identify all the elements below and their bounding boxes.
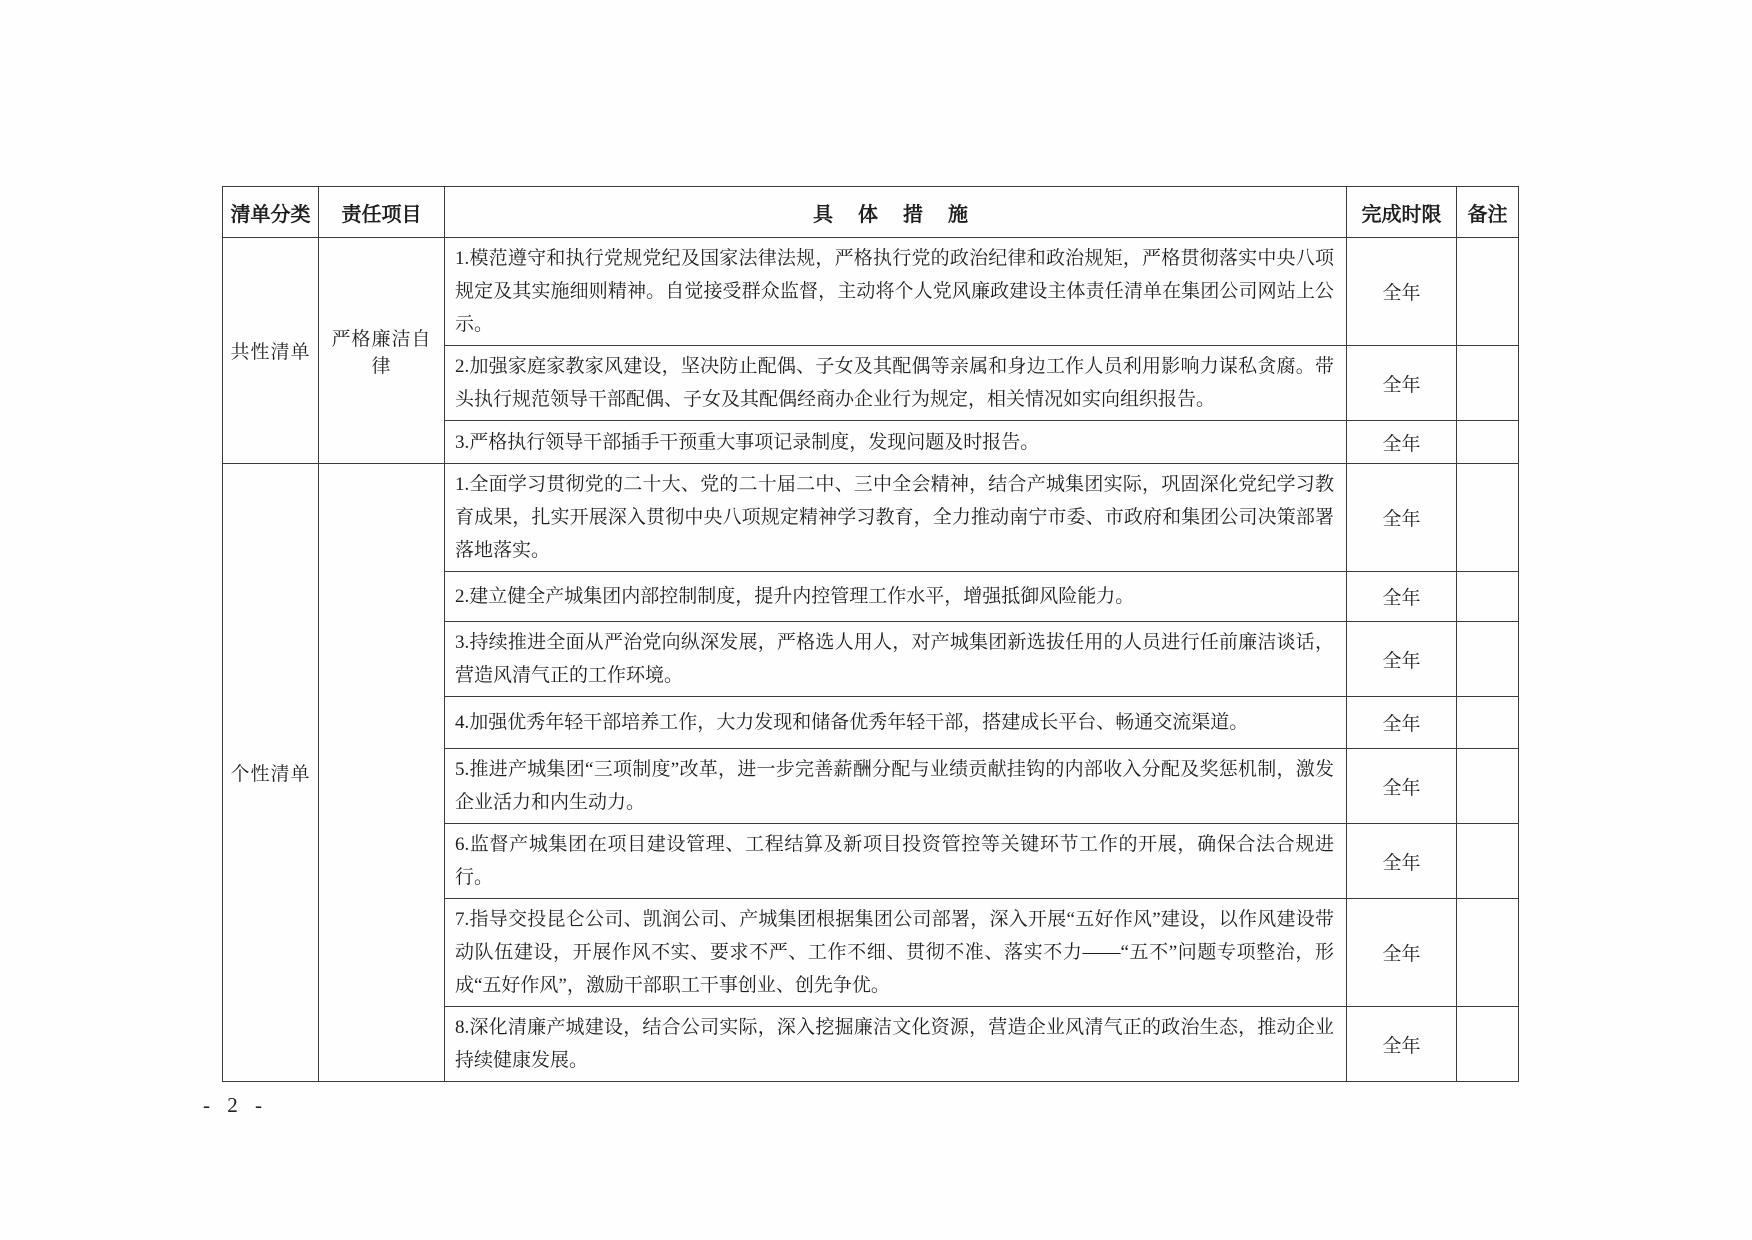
measure-text: 2.加强家庭家教家风建设，坚决防止配偶、子女及其配偶等亲属和身边工作人员利用影响力谋私贪腐。带头执行规范领导干部配偶、子女及其配偶经商办企业行为规定，相关情况如实向组织报告。 xyxy=(445,346,1347,421)
category-individual-list: 个性清单 xyxy=(223,464,319,1082)
deadline-value: 全年 xyxy=(1347,824,1457,899)
measure-text: 3.持续推进全面从严治党向纵深发展，严格选人用人，对产城集团新选拔任用的人员进行任前廉洁谈话，营造风清气正的工作环境。 xyxy=(445,622,1347,697)
measure-text: 3.严格执行领导干部插手干预重大事项记录制度，发现问题及时报告。 xyxy=(445,421,1347,464)
deadline-value: 全年 xyxy=(1347,464,1457,572)
measure-text: 1.全面学习贯彻党的二十大、党的二十届二中、三中全会精神，结合产城集团实际，巩固深化党纪学习教育成果，扎实开展深入贯彻中央八项规定精神学习教育，全力推动南宁市委、市政府和集团公司决策部署落地落实。 xyxy=(445,464,1347,572)
header-deadline: 完成时限 xyxy=(1347,187,1457,238)
measure-text: 1.模范遵守和执行党规党纪及国家法律法规，严格执行党的政治纪律和政治规矩，严格贯彻落实中央八项规定及其实施细则精神。自觉接受群众监督，主动将个人党风廉政建设主体责任清单在集团公司网站上公示。 xyxy=(445,238,1347,346)
remark-value xyxy=(1457,824,1519,899)
measure-text: 5.推进产城集团“三项制度”改革，进一步完善薪酬分配与业绩贡献挂钩的内部收入分配及奖惩机制，激发企业活力和内生动力。 xyxy=(445,749,1347,824)
table-header-row xyxy=(223,187,1519,238)
measure-text: 7.指导交投昆仑公司、凯润公司、产城集团根据集团公司部署，深入开展“五好作风”建设，以作风建设带动队伍建设，开展作风不实、要求不严、工作不细、贯彻不准、落实不力——“五不”问题专项整治，形成“五好作风”，激励干部职工干事创业、创先争优。 xyxy=(445,899,1347,1007)
responsibility-list-table xyxy=(222,186,1519,1082)
header-project: 责任项目 xyxy=(319,187,445,238)
remark-value xyxy=(1457,421,1519,464)
project-empty xyxy=(319,464,445,1082)
category-common-list: 共性清单 xyxy=(223,238,319,464)
measure-text: 8.深化清廉产城建设，结合公司实际，深入挖掘廉洁文化资源，营造企业风清气正的政治生态，推动企业持续健康发展。 xyxy=(445,1007,1347,1082)
measure-text: 2.建立健全产城集团内部控制制度，提升内控管理工作水平，增强抵御风险能力。 xyxy=(445,572,1347,622)
deadline-value: 全年 xyxy=(1347,697,1457,749)
remark-value xyxy=(1457,622,1519,697)
deadline-value: 全年 xyxy=(1347,622,1457,697)
deadline-value: 全年 xyxy=(1347,346,1457,421)
remark-value xyxy=(1457,697,1519,749)
deadline-value: 全年 xyxy=(1347,899,1457,1007)
remark-value xyxy=(1457,346,1519,421)
project-integrity-selfdiscipline: 严格廉洁自律 xyxy=(319,238,445,464)
remark-value xyxy=(1457,572,1519,622)
remark-value xyxy=(1457,749,1519,824)
deadline-value: 全年 xyxy=(1347,421,1457,464)
remark-value xyxy=(1457,464,1519,572)
deadline-value: 全年 xyxy=(1347,1007,1457,1082)
remark-value xyxy=(1457,899,1519,1007)
remark-value xyxy=(1457,1007,1519,1082)
deadline-value: 全年 xyxy=(1347,572,1457,622)
table-row xyxy=(223,238,1519,346)
deadline-value: 全年 xyxy=(1347,238,1457,346)
header-remark: 备注 xyxy=(1457,187,1519,238)
deadline-value: 全年 xyxy=(1347,749,1457,824)
remark-value xyxy=(1457,238,1519,346)
page-number: - 2 - xyxy=(203,1093,268,1117)
header-category: 清单分类 xyxy=(223,187,319,238)
header-measures: 具 体 措 施 xyxy=(445,187,1347,238)
measure-text: 4.加强优秀年轻干部培养工作，大力发现和储备优秀年轻干部，搭建成长平台、畅通交流渠道。 xyxy=(445,697,1347,749)
measure-text: 6.监督产城集团在项目建设管理、工程结算及新项目投资管控等关键环节工作的开展，确保合法合规进行。 xyxy=(445,824,1347,899)
table-row xyxy=(223,464,1519,572)
